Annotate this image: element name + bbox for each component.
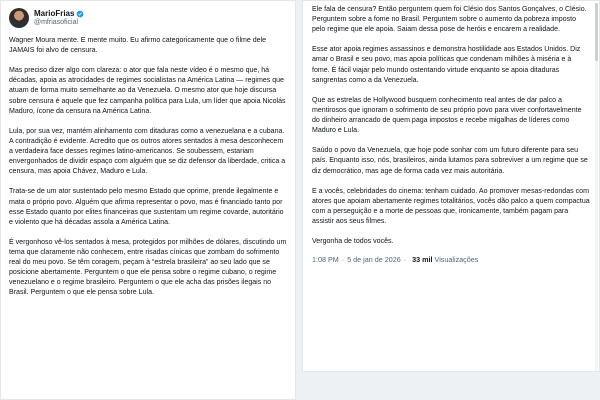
tweet-meta: [312, 255, 590, 264]
tweet-paragraph: Lula, por sua vez, mantém alinhamento com ditaduras como a venezuelana e a cubana. A contradição é evidente. Acredito que os outros atores sentados à mesa desconhecem a verdadeira face desses regimes latino-americanos. Se soubessem, estariam envergonhados de divid‍ir espaço com alguém que se diz defensor da liberdade, critica a censura, mas apoia Chávez, Maduro e Lula.: [9, 127, 286, 176]
views-count: 33 mil: [412, 255, 433, 265]
author-handle[interactable]: @mfriasoficial: [34, 19, 79, 26]
tweet-paragraph: Mas preciso dizer algo com clareza: o ator que fala neste vídeo é o mesmo que, há décadas, apoia as atrocidades de regimes socialistas na América Latina — regimes que atuam de forma muito semelhante ao da Venezuela. O mesmo ator que hoje discursa sobre censura é aquele que fez campanha política para Lula, um líder que apoia Nicolás Maduro, ícone da censura na América Latina.: [9, 67, 286, 115]
author-avatar[interactable]: [9, 8, 29, 28]
tweet-paragraph: Wagner Moura mente. E mente muito. Eu afirmo categoricamente que o filme dele JAMAIS foi alvo de censura.: [9, 37, 267, 55]
scrollbar[interactable]: [595, 3, 598, 371]
author-names: [34, 9, 84, 27]
tweet-panel-left: [0, 0, 296, 400]
tweet-panel-right: [302, 0, 600, 372]
verified-badge-icon: [76, 10, 84, 18]
views-label[interactable]: Visualizações: [434, 255, 479, 265]
tweet-header: [9, 6, 287, 30]
tweet-time[interactable]: 1:08 PM: [312, 255, 339, 265]
tweet-paragraph: Saúdo o povo da Venezuela, que hoje pode sonhar com um futuro diferente para seu país. Enquanto isso, nós, brasileiros, ainda lutamos para sobreviver a um regime que se diz democrático, mas age de forma cada vez mais autoritária.: [312, 147, 588, 175]
tweet-paragraph: Ele fala de censura? Então perguntem quem foi Clésio dos Santos Gonçalves, o Clésio. Perguntem sobre a fome no Brasil. Perguntem sobre o aumento da pobreza imposto pelo regime que ele apoia. Saiam dessa pose de heróis e encarem a realidade.: [312, 6, 587, 34]
author-display-name[interactable]: MarioFrias: [34, 9, 75, 18]
tweet-paragraph: Vergonha de todos vocês.: [312, 238, 394, 246]
tweet-paragraph: E a vocês, celebridades do cinema: tenham cuidado. Ao promover mesas-redondas com atores que apoiam abertamente regimes totalitários, vocês dão palco a quem compactua com a perseguição e a morte de pessoas que, ironicamente, também pagam para assistir aos seus filmes.: [312, 187, 590, 225]
tweet-paragraph: É vergonhoso vê-los sentados à mesa, protegidos por milhões de dólares, discutindo um tema que claramente não conhecem, entre risadas cínicas que zombam do sofrimento real do meu povo. Se têm coragem, peçam à “estrela brasileira” ao seu lado que se posicione abertamente. Perguntem o que ele pensa sobre o regime cubano, o regime venezuelano e o regime brasileiro. Perguntem o que ele acha das prisões ilegais no Brasil. Perguntem o que ele pensa sobre Lula.: [9, 238, 287, 297]
meta-separator: ·: [403, 255, 407, 265]
tweet-date[interactable]: 5 de jan de 2026: [347, 255, 401, 265]
tweet-paragraph: Esse ator apoia regimes assassinos e demonstra hostilidade aos Estados Unidos. Diz amar o Brasil e seu povo, mas apoia políticas que condenam milhões à miséria e à fome. É fácil viajar pelo mundo ostentando virtude enquanto se apoia ditaduras sangrentas como a da Venezuela.: [312, 46, 581, 84]
tweet-paragraph: Que as estrelas de Hollywood busquem conhecimento real antes de dar palco a mentirosos que ignoram o sofrimento de seu próprio povo para viver confortavelmente do dinheiro arrancado de quem paga impostos e recebe migalhas de líderes como Maduro e Lula.: [312, 96, 582, 135]
tweet-paragraph: Trata-se de um ator sustentado pelo mesmo Estado que oprime, prende ilegalmente e mata o próprio povo. Alguém que afirma representar o povo, mas é financiado tanto por esse Estado quanto por elites financeiras que sustentam um regime covarde, autoritário e violento que há décadas assola a América Latina.: [9, 188, 284, 226]
meta-separator: ·: [341, 255, 345, 265]
author-nameline: [34, 9, 84, 18]
